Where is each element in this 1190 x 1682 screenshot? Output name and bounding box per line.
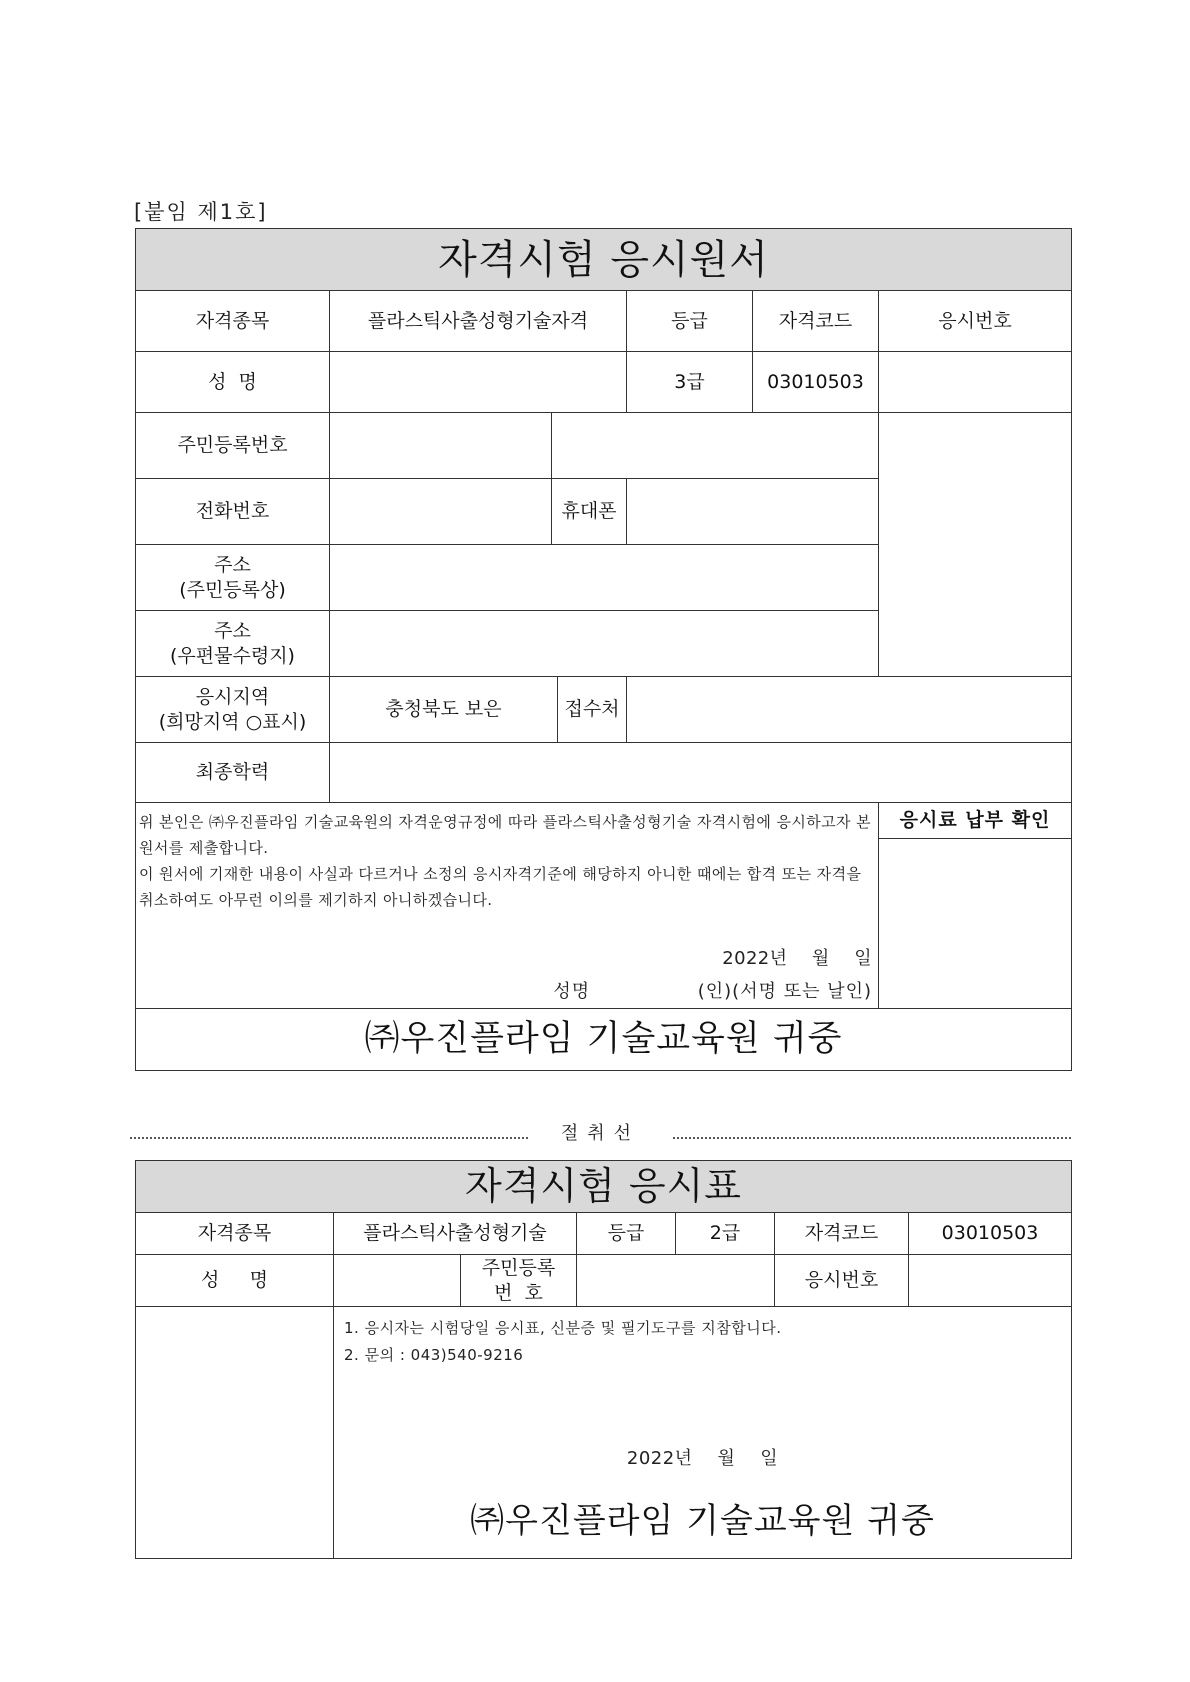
cut-line-label: 절취선 (560, 1123, 641, 1144)
mobile-field[interactable] (627, 479, 879, 545)
application-form-table (135, 228, 1072, 1071)
label-phone: 전화번호 (136, 479, 330, 545)
ticket-photo-box (136, 1307, 334, 1559)
label-address-registered: 주소 (주민등록상) (136, 545, 330, 611)
cut-line-dots-right (673, 1137, 1071, 1139)
ticket-label-name: 성 명 (136, 1255, 334, 1307)
ticket-notes (334, 1307, 1072, 1559)
value-exam-region: 충청북도 보은 (330, 677, 558, 743)
ticket-label-code: 자격코드 (775, 1213, 909, 1255)
label-code: 자격코드 (753, 291, 879, 352)
label-mobile: 휴대폰 (552, 479, 627, 545)
label-address-mailing: 주소 (우편물수령지) (136, 611, 330, 677)
resident-number-field-1[interactable] (330, 413, 552, 479)
ticket-title: 자격시험 응시표 (136, 1161, 1072, 1213)
label-exam-number: 응시번호 (879, 291, 1072, 352)
fee-confirmation-label: 응시료 납부 확인 (879, 803, 1072, 839)
label-subject: 자격종목 (136, 291, 330, 352)
value-subject: 플라스틱사출성형기술자격 (330, 291, 627, 352)
form-title: 자격시험 응시원서 (136, 229, 1072, 291)
declaration-paragraph-2: 이 원서에 기재한 내용이 사실과 다르거나 소정의 응시자격기준에 해당하지 아니한 때에는 합격 또는 자격을 취소하여도 아무런 이의를 제기하지 아니하겠습니다. (139, 865, 862, 909)
ticket-resident-number-field[interactable] (577, 1255, 775, 1307)
label-grade: 등급 (627, 291, 753, 352)
declaration-paragraph-1: 위 본인은 ㈜우진플라임 기술교육원의 자격운영규정에 따라 플라스틱사출성형기술 자격시험에 응시하고자 본 원서를 제출합니다. (139, 813, 871, 857)
ticket-note-1: 1. 응시자는 시험당일 응시표, 신분증 및 필기도구를 지참합니다. (344, 1319, 782, 1337)
ticket-date: 2022년 월 일 (626, 1448, 779, 1469)
ticket-label-subject: 자격종목 (136, 1213, 334, 1255)
declaration (136, 803, 879, 1009)
ticket-value-subject: 플라스틱사출성형기술 (334, 1213, 577, 1255)
ticket-note-2: 2. 문의 : 043)540-9216 (344, 1346, 524, 1364)
ticket-label-exam-number: 응시번호 (775, 1255, 909, 1307)
attachment-label: [붙임 제1호] (134, 200, 268, 224)
cut-line-dots-left (130, 1137, 528, 1139)
ticket-label-grade: 등급 (577, 1213, 676, 1255)
exam-number-field[interactable] (879, 352, 1072, 413)
name-field[interactable] (330, 352, 627, 413)
form-footer: ㈜우진플라임 기술교육원 귀중 (136, 1009, 1072, 1071)
education-field[interactable] (330, 743, 1072, 803)
label-reception: 접수처 (558, 677, 627, 743)
ticket-name-field[interactable] (334, 1255, 461, 1307)
address-mailing-field[interactable] (330, 611, 879, 677)
declaration-date: 2022년 월 일 (722, 948, 872, 969)
ticket-value-grade: 2급 (676, 1213, 775, 1255)
fee-confirmation-box[interactable] (879, 839, 1072, 1009)
reception-field[interactable] (627, 677, 1072, 743)
resident-number-field-2[interactable] (552, 413, 879, 479)
address-registered-field[interactable] (330, 545, 879, 611)
photo-box (879, 413, 1072, 677)
ticket-value-code: 03010503 (909, 1213, 1072, 1255)
ticket-footer: ㈜우진플라임 기술교육원 귀중 (470, 1501, 935, 1541)
value-grade: 3급 (627, 352, 753, 413)
ticket-exam-number-field[interactable] (909, 1255, 1072, 1307)
label-resident-number: 주민등록번호 (136, 413, 330, 479)
declaration-signature: 성명 (인)(서명 또는 날인) (553, 981, 872, 1003)
label-education: 최종학력 (136, 743, 330, 803)
label-name: 성 명 (136, 352, 330, 413)
label-exam-region: 응시지역 (희망지역 ○표시) (136, 677, 330, 743)
phone-field[interactable] (330, 479, 552, 545)
ticket-label-resident-number: 주민등록 번 호 (461, 1255, 577, 1307)
exam-ticket-table (135, 1160, 1072, 1559)
value-code: 03010503 (753, 352, 879, 413)
cut-line (130, 1117, 1071, 1147)
